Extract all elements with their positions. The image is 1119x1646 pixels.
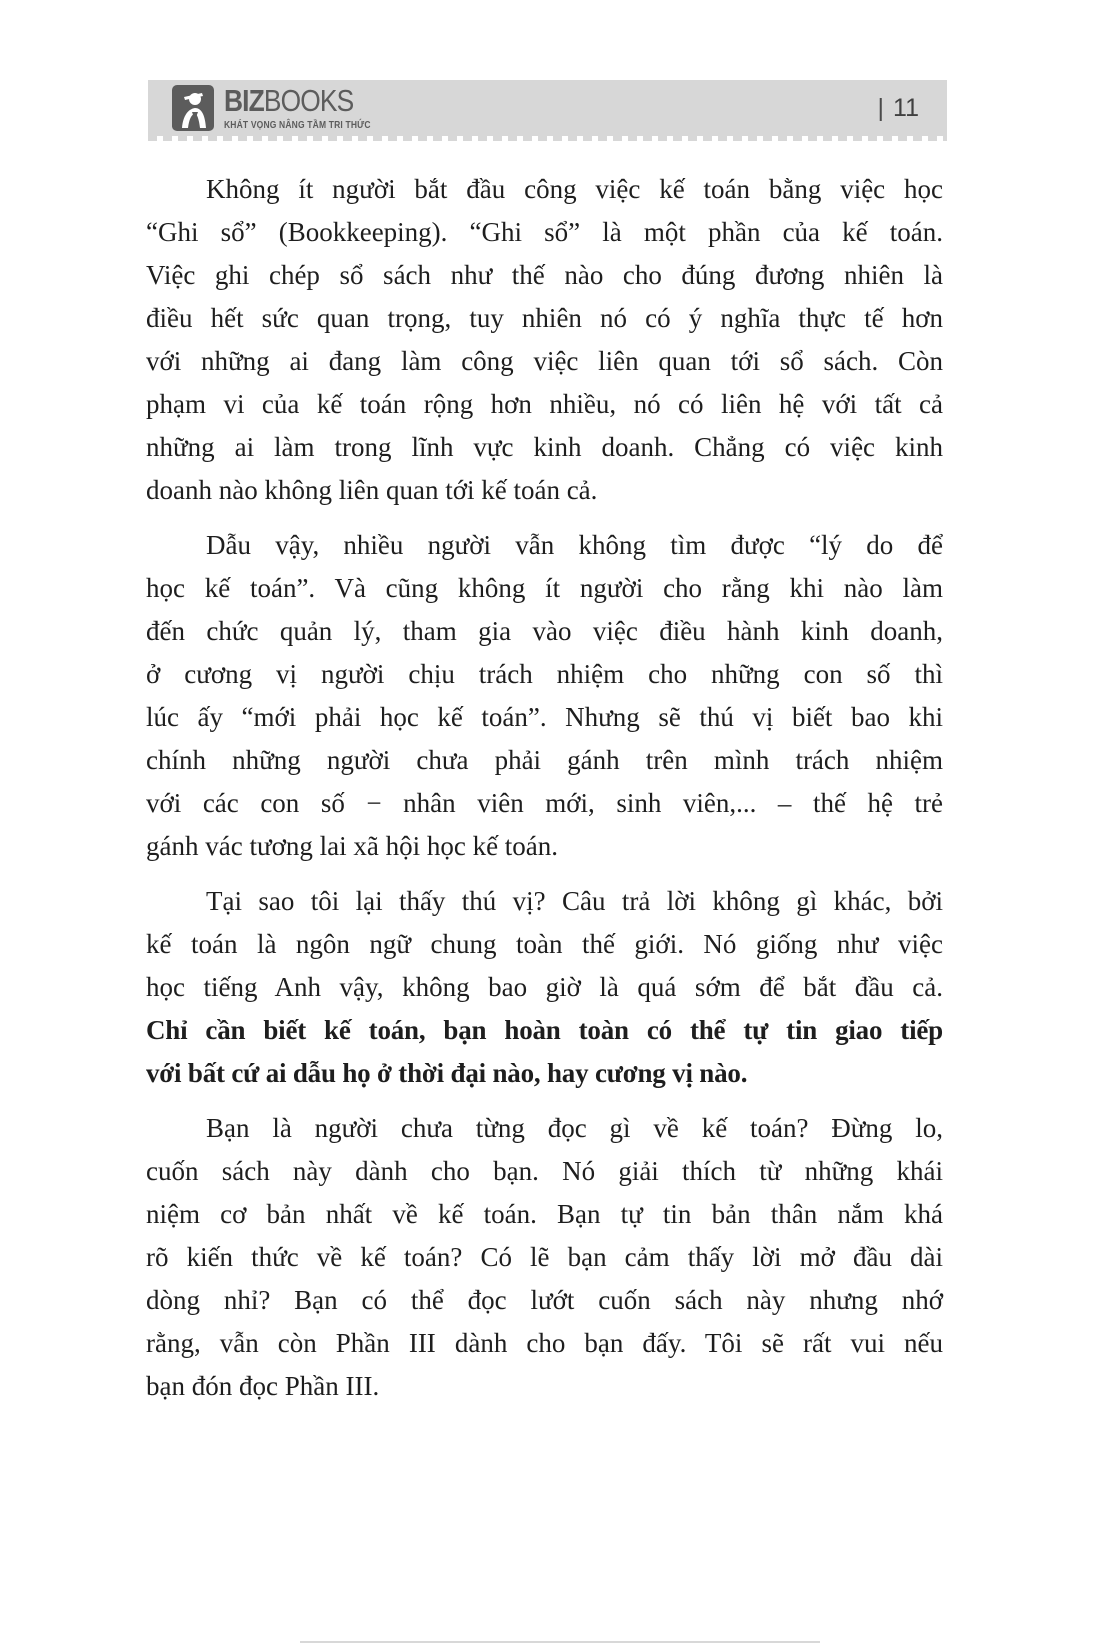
text-line: “Ghi sổ” (Bookkeeping). “Ghi sổ” là một phần của kế toán.	[146, 217, 943, 247]
brand-bold: BIZ	[224, 83, 264, 118]
text-line: lúc ấy “mới phải học kế toán”. Nhưng sẽ thú vị biết bao khi	[146, 702, 943, 732]
text-line: ở cương vị người chịu trách nhiệm cho những con số thì	[146, 659, 943, 689]
page-number	[878, 94, 919, 123]
text-line: Bạn là người chưa từng đọc gì về kế toán? Đừng lo,	[206, 1113, 943, 1143]
footer-rule	[300, 1641, 820, 1643]
header-band	[148, 80, 947, 136]
paragraph	[146, 1107, 943, 1408]
text-line: chính những người chưa phải gánh trên mình trách nhiệm	[146, 745, 943, 775]
text-line: với những ai đang làm công việc liên quan tới sổ sách. Còn	[146, 346, 943, 376]
page-number-value: 11	[893, 93, 919, 122]
text-line: gánh vác tương lai xã hội học kế toán.	[146, 831, 559, 861]
bizbooks-logo	[172, 85, 397, 131]
bizbooks-logo-icon	[172, 85, 214, 131]
text-line: dòng nhỉ? Bạn có thể đọc lướt cuốn sách này nhưng nhớ	[146, 1285, 943, 1315]
brand-light: BOOKS	[263, 83, 354, 118]
text-line: học tiếng Anh vậy, không bao giờ là quá sớm để bắt đầu cả.	[146, 972, 943, 1002]
brand-text	[224, 85, 371, 116]
text-line: rõ kiến thức về kế toán? Có lẽ bạn cảm thấy lời mở đầu dài	[146, 1242, 943, 1272]
text-line: bạn đón đọc Phần III.	[146, 1371, 380, 1401]
logo-tagline: KHÁT VỌNG NÂNG TẦM TRI THỨC	[224, 120, 371, 131]
body-text	[146, 168, 943, 1420]
text-line: học kế toán”. Và cũng không ít người cho rằng khi nào làm	[146, 573, 943, 603]
text-line: với các con số − nhân viên mới, sinh viên,... – thế hệ trẻ	[146, 788, 943, 818]
text-line: Chỉ cần biết kế toán, bạn hoàn toàn có thể tự tin giao tiếp	[146, 1015, 943, 1045]
logo-text	[224, 85, 371, 131]
text-line: cuốn sách này dành cho bạn. Nó giải thích từ những khái	[146, 1156, 943, 1186]
text-line: rằng, vẫn còn Phần III dành cho bạn đấy. Tôi sẽ rất vui nếu	[146, 1328, 943, 1358]
paragraph	[146, 880, 943, 1095]
text-line: Việc ghi chép sổ sách như thế nào cho đúng đương nhiên là	[146, 260, 943, 290]
paragraph	[146, 524, 943, 868]
text-line: điều hết sức quan trọng, tuy nhiên nó có ý nghĩa thực tế hơn	[146, 303, 943, 333]
text-line: Tại sao tôi lại thấy thú vị? Câu trả lời không gì khác, bởi	[206, 886, 943, 916]
text-line: với bất cứ ai dẫu họ ở thời đại nào, hay cương vị nào.	[146, 1058, 748, 1088]
text-line: những ai làm trong lĩnh vực kinh doanh. Chẳng có việc kinh	[146, 432, 943, 462]
text-line: đến chức quản lý, tham gia vào việc điều hành kinh doanh,	[146, 616, 943, 646]
text-line: niệm cơ bản nhất về kế toán. Bạn tự tin bản thân nắm khá	[146, 1199, 943, 1229]
text-line: phạm vi của kế toán rộng hơn nhiều, nó có liên hệ với tất cả	[146, 389, 943, 419]
page-number-separator: |	[877, 93, 885, 122]
text-line: Dẫu vậy, nhiều người vẫn không tìm được “lý do để	[206, 530, 943, 560]
paragraph	[146, 168, 943, 512]
text-line: Không ít người bắt đầu công việc kế toán bằng việc học	[206, 174, 943, 204]
text-line: kế toán là ngôn ngữ chung toàn thế giới. Nó giống như việc	[146, 929, 943, 959]
text-line: doanh nào không liên quan tới kế toán cả.	[146, 475, 598, 505]
